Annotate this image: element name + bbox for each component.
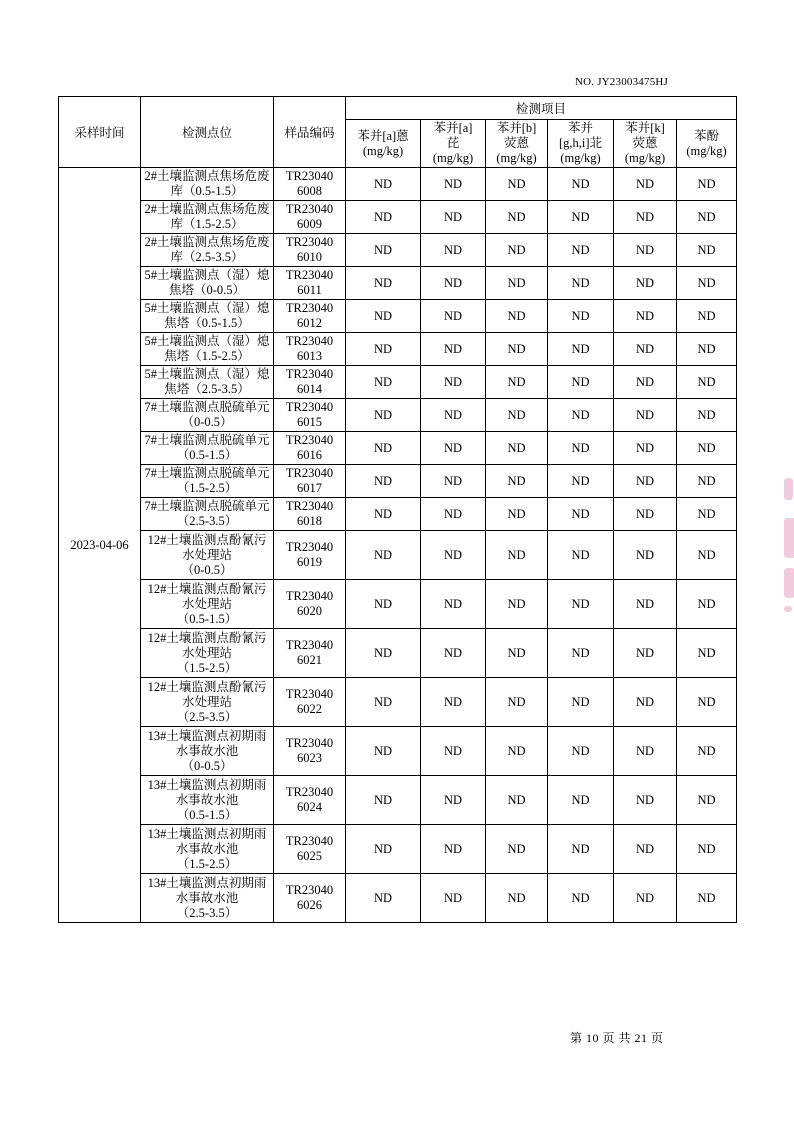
result-cell: ND bbox=[548, 399, 614, 432]
sample-code-cell: TR23040 6019 bbox=[274, 531, 346, 580]
result-cell: ND bbox=[614, 629, 677, 678]
header-test-items: 检测项目 bbox=[346, 97, 737, 120]
detection-point-cell: 12#土壤监测点酚氰污水处理站 （0-0.5） bbox=[141, 531, 274, 580]
sample-code-cell: TR23040 6022 bbox=[274, 678, 346, 727]
result-cell: ND bbox=[486, 432, 548, 465]
table-row bbox=[59, 874, 737, 923]
sampling-date: 2023-04-06 bbox=[59, 168, 141, 923]
sample-code-cell: TR23040 6015 bbox=[274, 399, 346, 432]
result-cell: ND bbox=[677, 366, 737, 399]
results-table bbox=[58, 96, 737, 923]
result-cell: ND bbox=[677, 201, 737, 234]
result-cell: ND bbox=[346, 432, 421, 465]
result-cell: ND bbox=[346, 531, 421, 580]
result-cell: ND bbox=[614, 234, 677, 267]
detection-point-cell: 13#土壤监测点初期雨水事故水池 （0.5-1.5） bbox=[141, 776, 274, 825]
result-cell: ND bbox=[677, 825, 737, 874]
result-cell: ND bbox=[548, 267, 614, 300]
header-sampling-time: 采样时间 bbox=[59, 97, 141, 168]
result-cell: ND bbox=[486, 678, 548, 727]
result-cell: ND bbox=[677, 727, 737, 776]
result-cell: ND bbox=[421, 727, 486, 776]
table-row bbox=[59, 432, 737, 465]
result-cell: ND bbox=[614, 825, 677, 874]
detection-point-cell: 5#土壤监测点（湿）熄焦塔（1.5-2.5） bbox=[141, 333, 274, 366]
result-cell: ND bbox=[486, 168, 548, 201]
result-cell: ND bbox=[486, 580, 548, 629]
result-cell: ND bbox=[346, 678, 421, 727]
result-cell: ND bbox=[614, 267, 677, 300]
table-row bbox=[59, 465, 737, 498]
result-cell: ND bbox=[548, 234, 614, 267]
sample-code-cell: TR23040 6010 bbox=[274, 234, 346, 267]
table-row bbox=[59, 333, 737, 366]
detection-point-cell: 2#土壤监测点焦场危废库（1.5-2.5） bbox=[141, 201, 274, 234]
result-cell: ND bbox=[421, 267, 486, 300]
sample-code-cell: TR23040 6021 bbox=[274, 629, 346, 678]
result-cell: ND bbox=[614, 201, 677, 234]
detection-point-cell: 5#土壤监测点（湿）熄焦塔（0-0.5） bbox=[141, 267, 274, 300]
header-item-1: 苯并[a] 芘 (mg/kg) bbox=[421, 120, 486, 168]
result-cell: ND bbox=[486, 629, 548, 678]
sample-code-cell: TR23040 6020 bbox=[274, 580, 346, 629]
result-cell: ND bbox=[614, 531, 677, 580]
result-cell: ND bbox=[677, 874, 737, 923]
result-cell: ND bbox=[677, 300, 737, 333]
result-cell: ND bbox=[486, 267, 548, 300]
result-cell: ND bbox=[614, 366, 677, 399]
result-cell: ND bbox=[614, 168, 677, 201]
result-cell: ND bbox=[548, 776, 614, 825]
result-cell: ND bbox=[421, 531, 486, 580]
result-cell: ND bbox=[677, 465, 737, 498]
detection-point-cell: 2#土壤监测点焦场危废库（0.5-1.5） bbox=[141, 168, 274, 201]
result-cell: ND bbox=[486, 234, 548, 267]
result-cell: ND bbox=[346, 465, 421, 498]
result-cell: ND bbox=[486, 874, 548, 923]
detection-point-cell: 5#土壤监测点（湿）熄焦塔（0.5-1.5） bbox=[141, 300, 274, 333]
result-cell: ND bbox=[614, 399, 677, 432]
table-row bbox=[59, 201, 737, 234]
header-item-3: 苯并 [g,h,i]苝 (mg/kg) bbox=[548, 120, 614, 168]
result-cell: ND bbox=[346, 580, 421, 629]
result-cell: ND bbox=[421, 776, 486, 825]
sample-code-cell: TR23040 6016 bbox=[274, 432, 346, 465]
result-cell: ND bbox=[486, 531, 548, 580]
page-indicator: 第 10 页 共 21 页 bbox=[570, 1031, 664, 1045]
header-detection-point: 检测点位 bbox=[141, 97, 274, 168]
sample-code-cell: TR23040 6012 bbox=[274, 300, 346, 333]
table-row bbox=[59, 300, 737, 333]
table-row bbox=[59, 234, 737, 267]
report-number: NO. JY23003475HJ bbox=[575, 76, 669, 88]
result-cell: ND bbox=[614, 300, 677, 333]
table-row bbox=[59, 399, 737, 432]
result-cell: ND bbox=[614, 727, 677, 776]
detection-point-cell: 2#土壤监测点焦场危废库（2.5-3.5） bbox=[141, 234, 274, 267]
result-cell: ND bbox=[486, 727, 548, 776]
header-item-0: 苯并[a]蒽 (mg/kg) bbox=[346, 120, 421, 168]
result-cell: ND bbox=[614, 678, 677, 727]
sample-code-cell: TR23040 6009 bbox=[274, 201, 346, 234]
table-row bbox=[59, 629, 737, 678]
result-cell: ND bbox=[486, 498, 548, 531]
result-cell: ND bbox=[548, 874, 614, 923]
result-cell: ND bbox=[486, 825, 548, 874]
result-cell: ND bbox=[677, 168, 737, 201]
result-cell: ND bbox=[421, 678, 486, 727]
result-cell: ND bbox=[486, 776, 548, 825]
result-cell: ND bbox=[421, 874, 486, 923]
sample-code-cell: TR23040 6023 bbox=[274, 727, 346, 776]
detection-point-cell: 13#土壤监测点初期雨水事故水池 （1.5-2.5） bbox=[141, 825, 274, 874]
header-sample-code: 样品编码 bbox=[274, 97, 346, 168]
table-row bbox=[59, 580, 737, 629]
result-cell: ND bbox=[548, 432, 614, 465]
result-cell: ND bbox=[346, 300, 421, 333]
result-cell: ND bbox=[548, 168, 614, 201]
result-cell: ND bbox=[677, 267, 737, 300]
result-cell: ND bbox=[677, 776, 737, 825]
result-cell: ND bbox=[346, 874, 421, 923]
detection-point-cell: 13#土壤监测点初期雨水事故水池 （2.5-3.5） bbox=[141, 874, 274, 923]
detection-point-cell: 13#土壤监测点初期雨水事故水池 （0-0.5） bbox=[141, 727, 274, 776]
result-cell: ND bbox=[614, 580, 677, 629]
result-cell: ND bbox=[614, 465, 677, 498]
result-cell: ND bbox=[548, 531, 614, 580]
detection-point-cell: 7#土壤监测点脱硫单元（0.5-1.5） bbox=[141, 432, 274, 465]
detection-point-cell: 7#土壤监测点脱硫单元（2.5-3.5） bbox=[141, 498, 274, 531]
result-cell: ND bbox=[346, 629, 421, 678]
result-cell: ND bbox=[346, 234, 421, 267]
header-item-5: 苯酚 (mg/kg) bbox=[677, 120, 737, 168]
result-cell: ND bbox=[346, 399, 421, 432]
result-cell: ND bbox=[346, 267, 421, 300]
table-row bbox=[59, 776, 737, 825]
result-cell: ND bbox=[614, 333, 677, 366]
sample-code-cell: TR23040 6024 bbox=[274, 776, 346, 825]
result-cell: ND bbox=[486, 465, 548, 498]
sample-code-cell: TR23040 6013 bbox=[274, 333, 346, 366]
result-cell: ND bbox=[346, 168, 421, 201]
result-cell: ND bbox=[421, 333, 486, 366]
detection-point-cell: 7#土壤监测点脱硫单元（1.5-2.5） bbox=[141, 465, 274, 498]
sample-code-cell: TR23040 6008 bbox=[274, 168, 346, 201]
result-cell: ND bbox=[548, 465, 614, 498]
results-body bbox=[59, 168, 737, 923]
table-row bbox=[59, 727, 737, 776]
result-cell: ND bbox=[421, 399, 486, 432]
result-cell: ND bbox=[677, 432, 737, 465]
result-cell: ND bbox=[421, 498, 486, 531]
result-cell: ND bbox=[346, 727, 421, 776]
result-cell: ND bbox=[548, 727, 614, 776]
result-cell: ND bbox=[677, 498, 737, 531]
result-cell: ND bbox=[548, 580, 614, 629]
sample-code-cell: TR23040 6025 bbox=[274, 825, 346, 874]
result-cell: ND bbox=[548, 201, 614, 234]
result-cell: ND bbox=[677, 629, 737, 678]
table-row bbox=[59, 531, 737, 580]
result-cell: ND bbox=[614, 776, 677, 825]
result-cell: ND bbox=[421, 234, 486, 267]
result-cell: ND bbox=[548, 300, 614, 333]
result-cell: ND bbox=[486, 333, 548, 366]
result-cell: ND bbox=[548, 678, 614, 727]
table-row bbox=[59, 168, 737, 201]
result-cell: ND bbox=[421, 825, 486, 874]
result-cell: ND bbox=[421, 201, 486, 234]
result-cell: ND bbox=[421, 366, 486, 399]
result-cell: ND bbox=[614, 498, 677, 531]
detection-point-cell: 12#土壤监测点酚氰污水处理站 （0.5-1.5） bbox=[141, 580, 274, 629]
header-item-4: 苯并[k] 荧蒽 (mg/kg) bbox=[614, 120, 677, 168]
result-cell: ND bbox=[548, 366, 614, 399]
result-cell: ND bbox=[677, 678, 737, 727]
table-row bbox=[59, 825, 737, 874]
detection-point-cell: 5#土壤监测点（湿）熄焦塔（2.5-3.5） bbox=[141, 366, 274, 399]
result-cell: ND bbox=[486, 399, 548, 432]
stamp-fragment bbox=[784, 478, 794, 638]
result-cell: ND bbox=[346, 201, 421, 234]
result-cell: ND bbox=[421, 629, 486, 678]
result-cell: ND bbox=[548, 629, 614, 678]
result-cell: ND bbox=[486, 201, 548, 234]
result-cell: ND bbox=[346, 333, 421, 366]
detection-point-cell: 7#土壤监测点脱硫单元（0-0.5） bbox=[141, 399, 274, 432]
result-cell: ND bbox=[677, 333, 737, 366]
result-cell: ND bbox=[421, 580, 486, 629]
result-cell: ND bbox=[677, 531, 737, 580]
sample-code-cell: TR23040 6026 bbox=[274, 874, 346, 923]
table-row bbox=[59, 366, 737, 399]
result-cell: ND bbox=[346, 825, 421, 874]
result-cell: ND bbox=[614, 432, 677, 465]
result-cell: ND bbox=[486, 300, 548, 333]
table-row bbox=[59, 498, 737, 531]
result-cell: ND bbox=[421, 300, 486, 333]
result-cell: ND bbox=[677, 580, 737, 629]
result-cell: ND bbox=[346, 366, 421, 399]
sample-code-cell: TR23040 6018 bbox=[274, 498, 346, 531]
table-row bbox=[59, 678, 737, 727]
result-cell: ND bbox=[614, 874, 677, 923]
result-cell: ND bbox=[677, 234, 737, 267]
sample-code-cell: TR23040 6017 bbox=[274, 465, 346, 498]
detection-point-cell: 12#土壤监测点酚氰污水处理站 （1.5-2.5） bbox=[141, 629, 274, 678]
result-cell: ND bbox=[677, 399, 737, 432]
detection-point-cell: 12#土壤监测点酚氰污水处理站 （2.5-3.5） bbox=[141, 678, 274, 727]
result-cell: ND bbox=[486, 366, 548, 399]
result-cell: ND bbox=[346, 498, 421, 531]
result-cell: ND bbox=[421, 432, 486, 465]
result-cell: ND bbox=[548, 825, 614, 874]
result-cell: ND bbox=[346, 776, 421, 825]
result-cell: ND bbox=[421, 168, 486, 201]
sample-code-cell: TR23040 6011 bbox=[274, 267, 346, 300]
sample-code-cell: TR23040 6014 bbox=[274, 366, 346, 399]
result-cell: ND bbox=[548, 333, 614, 366]
table-row bbox=[59, 267, 737, 300]
result-cell: ND bbox=[548, 498, 614, 531]
header-item-2: 苯并[b] 荧蒽 (mg/kg) bbox=[486, 120, 548, 168]
result-cell: ND bbox=[421, 465, 486, 498]
